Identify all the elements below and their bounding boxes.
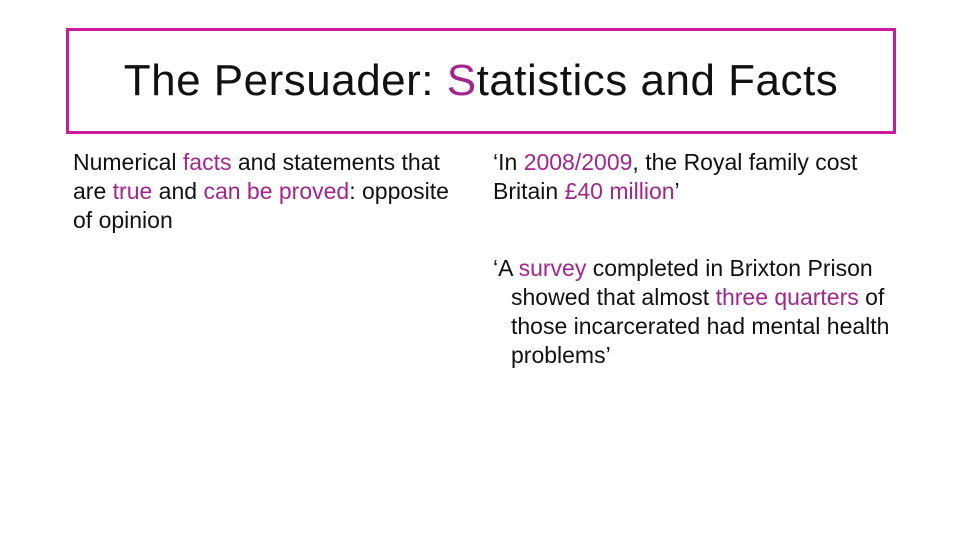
- definition-part: and: [152, 178, 204, 204]
- example-part: , the Royal family cost Britain: [493, 149, 858, 204]
- definition-part: : opposite of opinion: [73, 178, 449, 233]
- highlight-amount: £40 million: [564, 178, 675, 204]
- title-accent-letter: S: [446, 56, 477, 105]
- example-part: of those incarcerated had mental health problems’: [511, 284, 890, 368]
- example-part: ‘In: [493, 149, 524, 175]
- definition-column: [73, 148, 463, 235]
- example-part: ‘A: [493, 255, 519, 281]
- definition-text: [73, 148, 463, 235]
- example-brixton-survey: [493, 254, 893, 370]
- highlight-three-quarters: three quarters: [715, 284, 859, 310]
- example-royal-family: [493, 148, 893, 206]
- example-part: ’: [674, 178, 680, 204]
- highlight-can-be-proved: can be proved: [203, 178, 350, 204]
- highlight-year: 2008/2009: [523, 149, 633, 175]
- highlight-survey: survey: [518, 255, 587, 281]
- definition-part: and statements that are: [73, 149, 440, 204]
- slide-title: [124, 56, 839, 106]
- title-text-end: tatistics and Facts: [476, 56, 839, 105]
- highlight-facts: facts: [182, 149, 232, 175]
- highlight-true: true: [112, 178, 153, 204]
- definition-part: Numerical: [73, 149, 183, 175]
- title-box: [66, 28, 896, 134]
- example-part: completed in Brixton Prison showed that almost: [511, 255, 873, 310]
- examples-column: [493, 148, 893, 370]
- title-text-start: The Persuader:: [123, 56, 447, 105]
